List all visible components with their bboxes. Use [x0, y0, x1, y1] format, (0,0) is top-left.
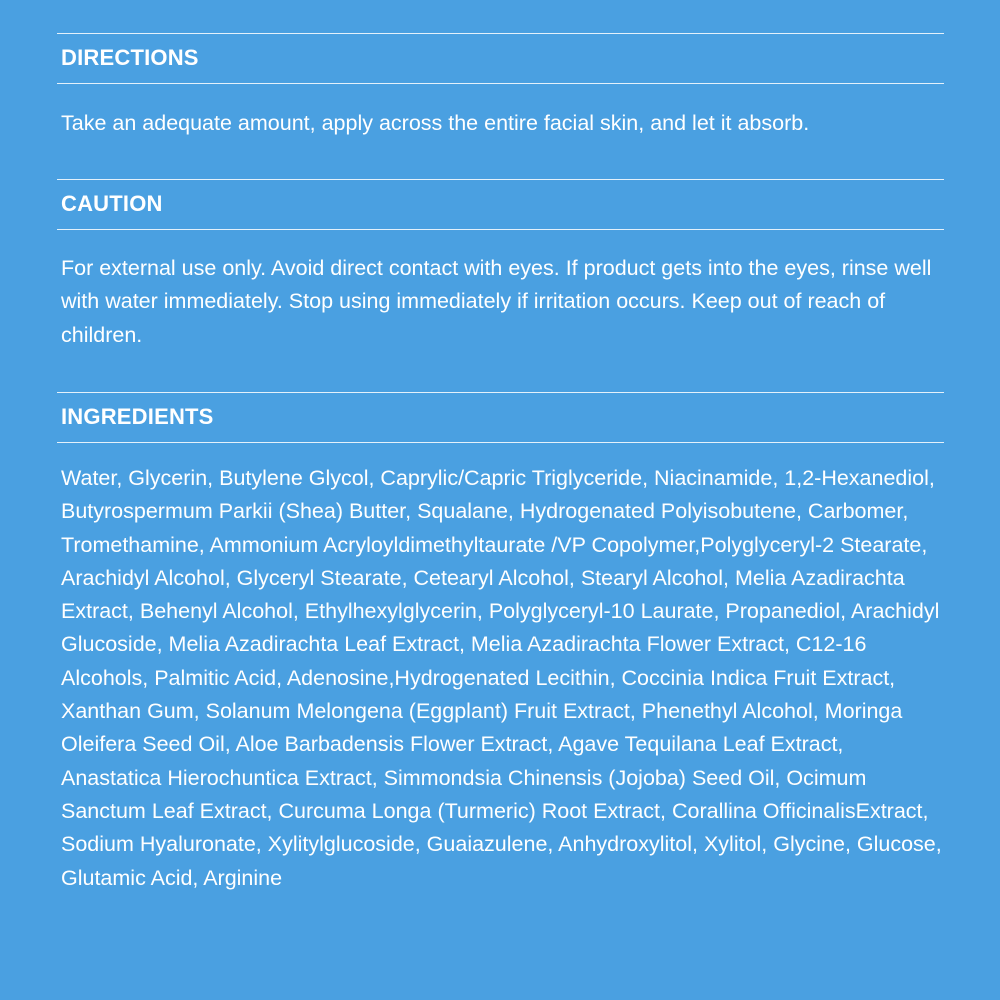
caution-text: For external use only. Avoid direct contact with eyes. If product gets into the eyes, rinse well with water immediately. Stop using immediately if irritation occurs. Keep out of reach of children.: [61, 256, 932, 347]
caution-top-divider: [57, 179, 944, 180]
caution-bottom-divider: [57, 229, 944, 230]
directions-top-divider: [57, 33, 944, 34]
caution-heading: CAUTION: [61, 191, 163, 216]
ingredients-top-divider: [57, 392, 944, 393]
directions-heading: DIRECTIONS: [61, 45, 199, 70]
ingredients-text: Water, Glycerin, Butylene Glycol, Caprylic/Capric Triglyceride, Niacinamide, 1,2-Hexanediol, Butyrospermum Parkii (Shea) Butter, Squalane, Hydrogenated Polyisobutene, Carbomer, Tromethamine, Ammonium Acryloyldimethyltaurate /VP Copolymer,Polyglyceryl-2 Stearate, Arachidyl Alcohol, Glyceryl Stearate, Cetearyl Alcohol, Stearyl Alcohol, Melia Azadirachta Extract, Behenyl Alcohol, Ethylhexylglycerin, Polyglyceryl-10 Laurate, Propanediol, Arachidyl Glucoside, Melia Azadirachta Leaf Extract, Melia Azadirachta Flower Extract, C12-16 Alcohols, Palmitic Acid, Adenosine,Hydrogenated Lecithin, Coccinia Indica Fruit Extract, Xanthan Gum, Solanum Melongena (Eggplant) Fruit Extract, Phenethyl Alcohol, Moringa Oleifera Seed Oil, Aloe Barbadensis Flower Extract, Agave Tequilana Leaf Extract, Anastatica Hierochuntica Extract, Simmondsia Chinensis (Jojoba) Seed Oil, Ocimum Sanctum Leaf Extract, Curcuma Longa (Turmeric) Root Extract, Corallina OfficinalisExtract, Sodium Hyaluronate, Xylitylglucoside, Guaiazulene, Anhydroxylitol, Xylitol, Glycine, Glucose, Glutamic Acid, Arginine: [61, 466, 942, 890]
product-info-panel: [57, 0, 944, 1000]
directions-text: Take an adequate amount, apply across the entire facial skin, and let it absorb.: [61, 111, 810, 135]
ingredients-heading: INGREDIENTS: [61, 404, 214, 429]
directions-bottom-divider: [57, 83, 944, 84]
ingredients-bottom-divider: [57, 442, 944, 443]
